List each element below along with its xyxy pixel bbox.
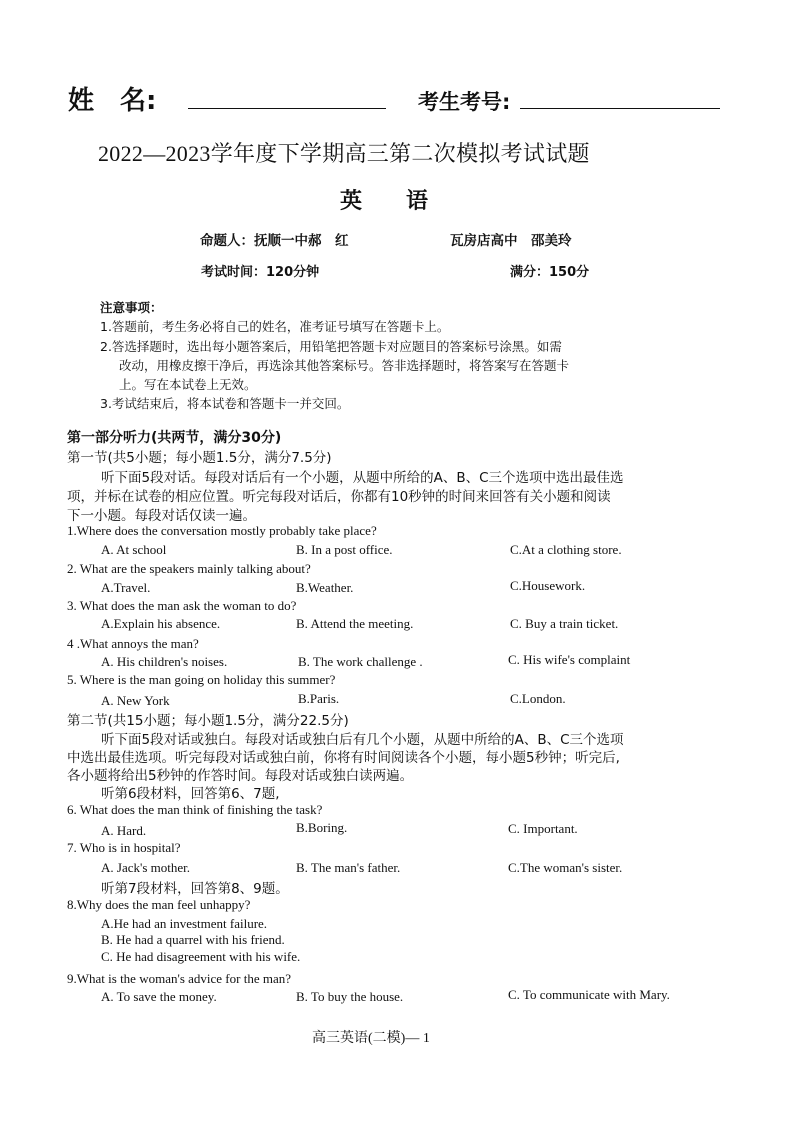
- section2-instruction: 中选出最佳选项。听完每段对话或独白前，你将有时间阅读各个小题，每小题5秒钟；听完后,: [67, 750, 620, 766]
- name-field[interactable]: [188, 108, 386, 109]
- option-b[interactable]: B. The work challenge .: [298, 654, 423, 669]
- full-score: 满分：150分: [510, 265, 590, 280]
- option-b[interactable]: B.Weather.: [296, 580, 354, 595]
- option-a[interactable]: A. His children's noises.: [101, 654, 228, 669]
- option-a[interactable]: A. To save the money.: [101, 989, 217, 1004]
- question-8: 8.Why does the man feel unhappy?: [67, 897, 251, 912]
- option-c[interactable]: C. Important.: [508, 821, 578, 836]
- option-c[interactable]: C.The woman's sister.: [508, 860, 623, 875]
- page-footer: 高三英语(二模)— 1: [312, 1031, 430, 1046]
- question-9: 9.What is the woman's advice for the man?: [67, 971, 291, 986]
- option-c[interactable]: C. His wife's complaint: [508, 652, 631, 667]
- option-a[interactable]: A.Explain his absence.: [101, 616, 221, 631]
- material-6-label: 听第6段材料，回答第6、7题,: [101, 786, 280, 802]
- option-c[interactable]: C. To communicate with Mary.: [508, 987, 670, 1002]
- exam-id-field[interactable]: [520, 108, 720, 109]
- question-6: 6. What does the man think of finishing the task?: [67, 802, 323, 817]
- question-1: 1.Where does the conversation mostly probably take place?: [67, 523, 377, 538]
- option-b[interactable]: B. Attend the meeting.: [296, 616, 414, 631]
- question-5: 5. Where is the man going on holiday this summer?: [67, 672, 336, 687]
- section1-title: 第一节(共5小题；每小题1.5分，满分7.5分): [67, 450, 332, 466]
- option-b[interactable]: B. To buy the house.: [296, 989, 404, 1004]
- section2-instruction: 各小题将给出5秒钟的作答时间。每段对话或独白读两遍。: [67, 768, 414, 784]
- option-c[interactable]: C.Housework.: [510, 578, 586, 593]
- option-c[interactable]: C.At a clothing store.: [510, 542, 622, 557]
- part1-title: 第一部分听力(共两节，满分30分): [67, 430, 282, 446]
- option-a[interactable]: A. Hard.: [101, 823, 147, 838]
- note-item: 2.答选择题时，选出每小题答案后，用铅笔把答题卡对应题目的答案标号涂黑。如需: [100, 339, 562, 354]
- note-item: 3.考试结束后，将本试卷和答题卡一并交回。: [100, 396, 350, 411]
- section2-instruction: 听下面5段对话或独白。每段对话或独白后有几个小题，从题中所给的A、B、C三个选项: [101, 732, 624, 748]
- option-b[interactable]: B. He had a quarrel with his friend.: [101, 932, 285, 947]
- author-left: 命题人：抚顺一中郝 红: [200, 233, 349, 249]
- option-b[interactable]: B.Paris.: [298, 691, 340, 706]
- name-label: 姓 名:: [68, 86, 157, 116]
- option-b[interactable]: B.Boring.: [296, 820, 348, 835]
- exam-id-label: 考生考号:: [418, 90, 511, 114]
- section2-title: 第二节(共15小题；每小题1.5分，满分22.5分): [67, 713, 349, 729]
- option-b[interactable]: B. The man's father.: [296, 860, 401, 875]
- note-item: 改动，用橡皮擦干净后，再选涂其他答案标号。答非选择题时，将答案写在答题卡: [119, 358, 570, 373]
- material-7-label: 听第7段材料，回答第8、9题。: [101, 881, 289, 897]
- notes-title: 注意事项：: [100, 300, 163, 315]
- author-right: 瓦房店高中 邵美玲: [450, 233, 572, 249]
- option-a[interactable]: A. At school: [101, 542, 167, 557]
- question-3: 3. What does the man ask the woman to do?: [67, 598, 297, 613]
- note-item: 1.答题前，考生务必将自己的姓名，准考证号填写在答题卡上。: [100, 319, 450, 334]
- question-4: 4 .What annoys the man?: [67, 636, 199, 651]
- note-item: 上。写在本试卷上无效。: [119, 377, 257, 392]
- option-c[interactable]: C.London.: [510, 691, 566, 706]
- exam-time: 考试时间：120分钟: [201, 265, 320, 280]
- section1-instruction: 项，并标在试卷的相应位置。听完每段对话后，你都有10秒钟的时间来回答有关小题和阅读: [67, 489, 611, 505]
- option-a[interactable]: A. Jack's mother.: [101, 860, 190, 875]
- option-c[interactable]: C. Buy a train ticket.: [510, 616, 619, 631]
- option-a[interactable]: A. New York: [101, 693, 170, 708]
- option-a[interactable]: A.Travel.: [101, 580, 151, 595]
- option-c[interactable]: C. He had disagreement with his wife.: [101, 949, 301, 964]
- question-7: 7. Who is in hospital?: [67, 840, 181, 855]
- section1-instruction: 听下面5段对话。每段对话后有一个小题，从题中所给的A、B、C三个选项中选出最佳选: [101, 470, 624, 486]
- exam-title: 2022—2023学年度下学期高三第二次模拟考试试题: [98, 141, 590, 166]
- question-2: 2. What are the speakers mainly talking about?: [67, 561, 311, 576]
- subject-title: 英 语: [340, 189, 429, 214]
- option-b[interactable]: B. In a post office.: [296, 542, 393, 557]
- option-a[interactable]: A.He had an investment failure.: [101, 916, 268, 931]
- section1-instruction: 下一小题。每段对话仅读一遍。: [67, 508, 256, 524]
